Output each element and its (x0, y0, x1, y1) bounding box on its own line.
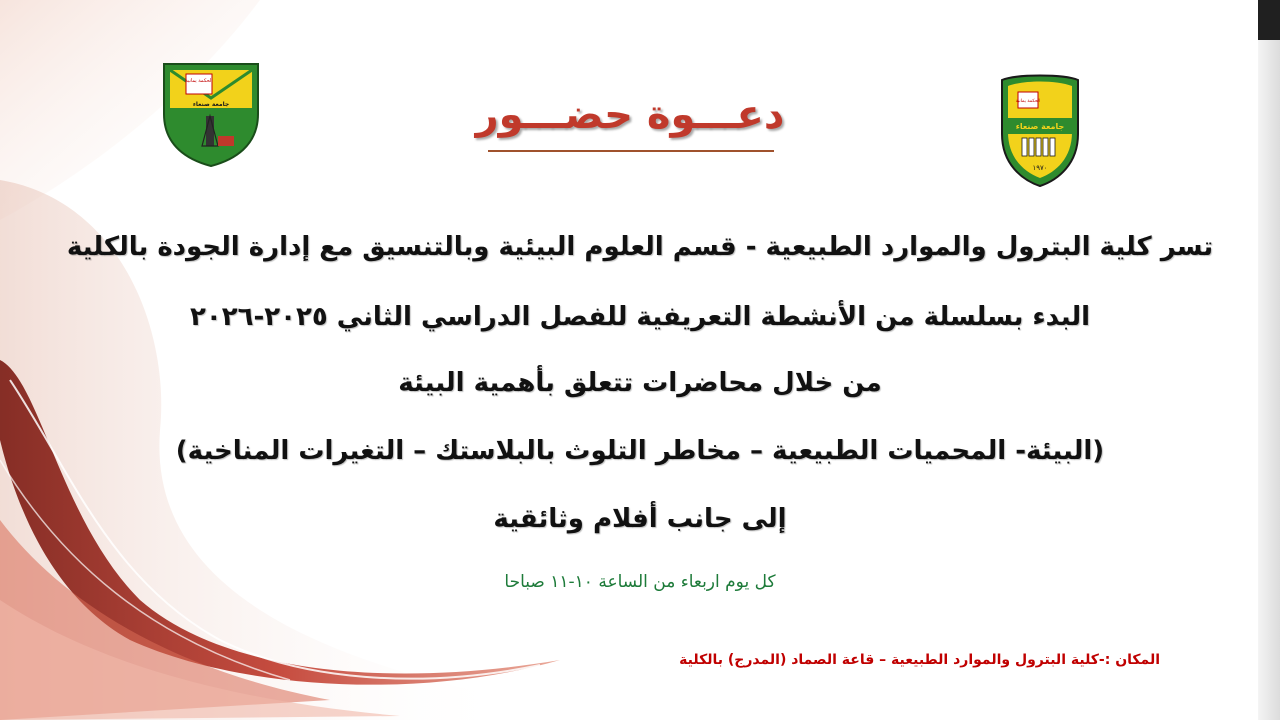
right-logo-top-text: الحكمة يمانية (1015, 99, 1041, 104)
invitation-title: دعـــوة حضـــور (475, 92, 785, 138)
schedule-text: كل يوم اربعاء من الساعة ١٠-١١ صباحا (504, 572, 776, 592)
body-line-5: إلى جانب أفلام وثائقية (493, 504, 787, 534)
title-underline (488, 150, 774, 152)
left-logo-band-text: جامعة صنعاء (192, 101, 230, 108)
left-logo-top-text: الحكمة يمانية (185, 78, 213, 84)
right-logo-year: ١٩٧٠ (1032, 164, 1048, 172)
body-line-1: تسر كلية البترول والموارد الطبيعية - قسم العلوم البيئية وبالتنسيق مع إدارة الجودة بالكلية (66, 232, 1214, 262)
right-logo-band-text: جامعة صنعاء (1015, 122, 1065, 131)
body-line-2: البدء بسلسلة من الأنشطة التعريفية للفصل الدراسي الثاني ٢٠٢٥-٢٠٢٦ (189, 302, 1090, 332)
body-line-4: (البيئة- المحميات الطبيعية – مخاطر التلوث بالبلاستك – التغيرات المناخية) (175, 436, 1105, 466)
right-edge-bar-top (1258, 0, 1280, 40)
faculty-petroleum-crest-icon (156, 58, 266, 168)
body-line-3: من خلال محاضرات تتعلق بأهمية البيئة (398, 368, 882, 398)
sanaa-university-crest-icon (996, 72, 1084, 190)
right-edge-bar (1258, 0, 1280, 720)
venue-text: المكان :-كلية البترول والموارد الطبيعية – قاعة الصماد (المدرج) بالكلية (679, 652, 1160, 668)
